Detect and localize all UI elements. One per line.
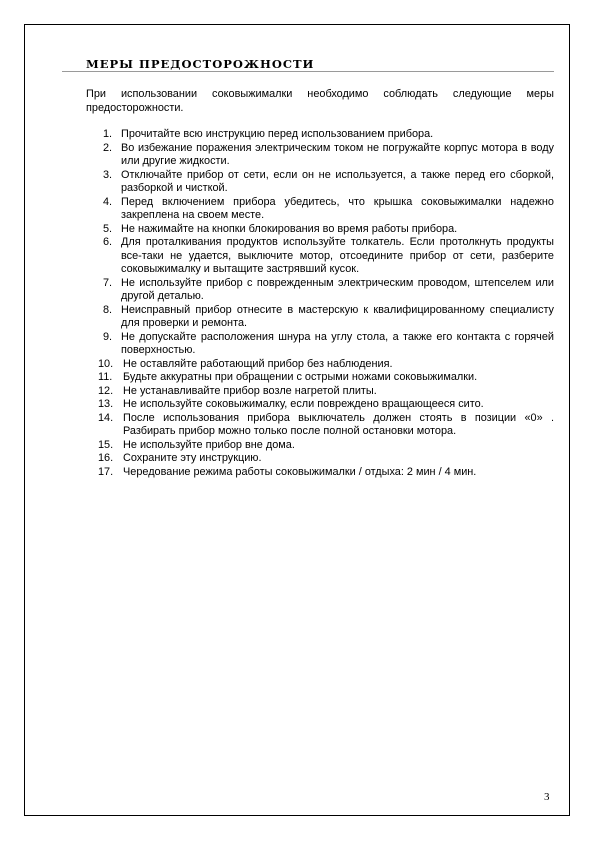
item-number: 3. xyxy=(103,168,113,181)
list-item xyxy=(86,385,554,399)
item-number: 4. xyxy=(103,195,113,208)
item-number: 12. xyxy=(98,384,114,397)
list-item xyxy=(86,412,554,439)
item-text: Не допускайте расположения шнура на углу стола, а также его контакта с горячей поверхностью. xyxy=(121,330,554,356)
list-item xyxy=(86,223,554,237)
item-number: 5. xyxy=(103,222,113,235)
item-number: 2. xyxy=(103,141,113,154)
item-text: Не нажимайте на кнопки блокирования во время работы прибора. xyxy=(121,222,458,235)
section-title: МЕРЫ ПРЕДОСТОРОЖНОСТИ xyxy=(86,57,315,71)
item-number: 10. xyxy=(98,357,114,370)
item-text: Чередование режима работы соковыжималки / отдыха: 2 мин / 4 мин. xyxy=(123,465,477,478)
item-number: 15. xyxy=(98,438,114,451)
list-item xyxy=(86,358,554,372)
item-text: Для проталкивания продуктов используйте толкатель. Если протолкнуть продукты все-таки не удается, выключите мотор, отсоедините прибор от сети, разберите соковыжималку и вытащите застрявший кусок. xyxy=(121,236,554,275)
list-item xyxy=(86,142,554,169)
item-text: Не используйте соковыжималку, если повреждено вращающееся сито. xyxy=(123,398,484,410)
item-number: 6. xyxy=(103,236,113,248)
item-text: Прочитайте всю инструкцию перед использованием прибора. xyxy=(121,128,434,140)
list-item xyxy=(86,452,554,466)
page-number: 3 xyxy=(544,791,550,803)
item-text: Неисправный прибор отнесите в мастерскую к квалифицированному специалисту для проверки и ремонта. xyxy=(121,303,554,329)
intro-paragraph: При использовании соковыжималки необходимо соблюдать следующие меры предосторожности. xyxy=(86,88,554,114)
item-text: Будьте аккуратны при обращении с острыми ножами соковыжималки. xyxy=(123,371,478,383)
list-item xyxy=(86,277,554,304)
item-number: 14. xyxy=(98,411,114,424)
item-text: После использования прибора выключатель должен стоять в позиции «0» . Разбирать прибор можно только после полной остановки мотора. xyxy=(123,411,554,437)
list-item xyxy=(86,236,554,277)
list-item xyxy=(86,169,554,196)
precautions-list xyxy=(86,128,554,479)
document-body xyxy=(86,88,554,479)
item-text: Сохраните эту инструкцию. xyxy=(123,452,262,464)
item-number: 7. xyxy=(103,276,113,289)
item-text: Не устанавливайте прибор возле нагретой плиты. xyxy=(123,384,377,397)
item-text: Не используйте прибор с поврежденным электрическим проводом, штепселем или другой деталью. xyxy=(121,276,554,302)
section-heading xyxy=(62,46,554,72)
item-text: Перед включением прибора убедитесь, что крышка соковыжималки надежно закреплена на своем месте. xyxy=(121,195,554,221)
list-item xyxy=(86,128,554,142)
list-item xyxy=(86,304,554,331)
item-number: 13. xyxy=(98,398,114,410)
item-number: 17. xyxy=(98,465,114,478)
list-item xyxy=(86,439,554,453)
list-item xyxy=(86,371,554,385)
item-number: 8. xyxy=(103,303,113,316)
item-text: Во избежание поражения электрическим током не погружайте корпус мотора в воду или другие жидкости. xyxy=(121,141,554,167)
list-item xyxy=(86,466,554,480)
item-number: 9. xyxy=(103,330,113,343)
item-number: 11. xyxy=(98,371,113,383)
list-item xyxy=(86,196,554,223)
item-text: Не оставляйте работающий прибор без наблюдения. xyxy=(123,357,393,370)
list-item xyxy=(86,331,554,358)
item-number: 1. xyxy=(103,128,113,140)
list-item xyxy=(86,398,554,412)
item-text: Отключайте прибор от сети, если он не используется, а также перед его сборкой, разборкой и чисткой. xyxy=(121,168,554,194)
item-text: Не используйте прибор вне дома. xyxy=(123,438,295,451)
item-number: 16. xyxy=(98,452,114,464)
